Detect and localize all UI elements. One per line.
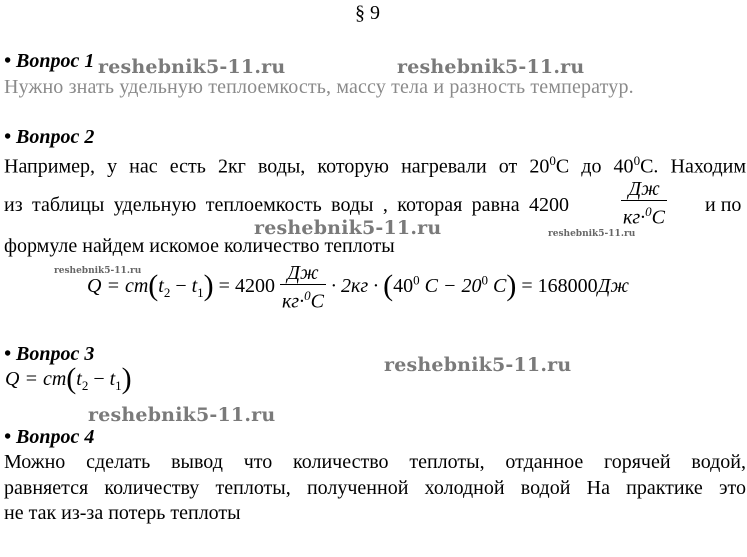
question-2-line-1: Например, у нас есть 2кг воды, которую нагревали от $20^0С$ до $40^0С$. Находим bbox=[4, 153, 747, 178]
watermark: reshebnik5-11.ru bbox=[88, 404, 276, 426]
section-title: § 9 bbox=[355, 2, 380, 24]
question-4-line-2: равняется количеству теплоты, полученной холодной водой На практике это bbox=[4, 477, 746, 499]
question-2-line-2-end: и по bbox=[705, 194, 742, 216]
question-2-line-3: формуле найдем искомое количество теплоты bbox=[4, 235, 395, 257]
watermark: reshebnik5-11.ru bbox=[254, 217, 442, 239]
heat-formula: $Q = cm(t_2 - t_1) = 4200$ $\frac{Дж}{кг\cdot^0С}$ · $2кг \cdot (40^0$ $C - 20^0$ C) = 168000Дж bbox=[87, 262, 629, 313]
watermark: reshebnik5-11.ru bbox=[548, 229, 636, 239]
watermark: reshebnik5-11.ru bbox=[98, 56, 286, 78]
question-4-line-3: не так из-за потерь теплоты bbox=[4, 502, 241, 524]
watermark: reshebnik5-11.ru bbox=[384, 354, 572, 376]
question-4-title: • Вопрос 4 bbox=[4, 426, 95, 448]
specific-heat-unit: $\frac{Дж}{кг\cdot^0С}$ bbox=[623, 178, 666, 229]
question-4-line-1: Можно сделать вывод что количество теплоты, отданное горячей водой, bbox=[4, 451, 746, 473]
question-2-title: • Вопрос 2 bbox=[4, 126, 95, 148]
question-1-title: • Вопрос 1 bbox=[4, 50, 95, 72]
watermark: reshebnik5-11.ru bbox=[54, 266, 142, 276]
question-3-formula: $Q = cm(t_2 - t_1)$ bbox=[5, 362, 132, 395]
question-3-title: • Вопрос 3 bbox=[4, 343, 95, 365]
question-2-line-2: из таблицы удельную теплоемкость воды , которая равна 4200 bbox=[4, 194, 569, 216]
watermark: reshebnik5-11.ru bbox=[397, 56, 585, 78]
question-1-answer: Нужно знать удельную теплоемкость, массу тела и разность температур. bbox=[4, 76, 634, 98]
